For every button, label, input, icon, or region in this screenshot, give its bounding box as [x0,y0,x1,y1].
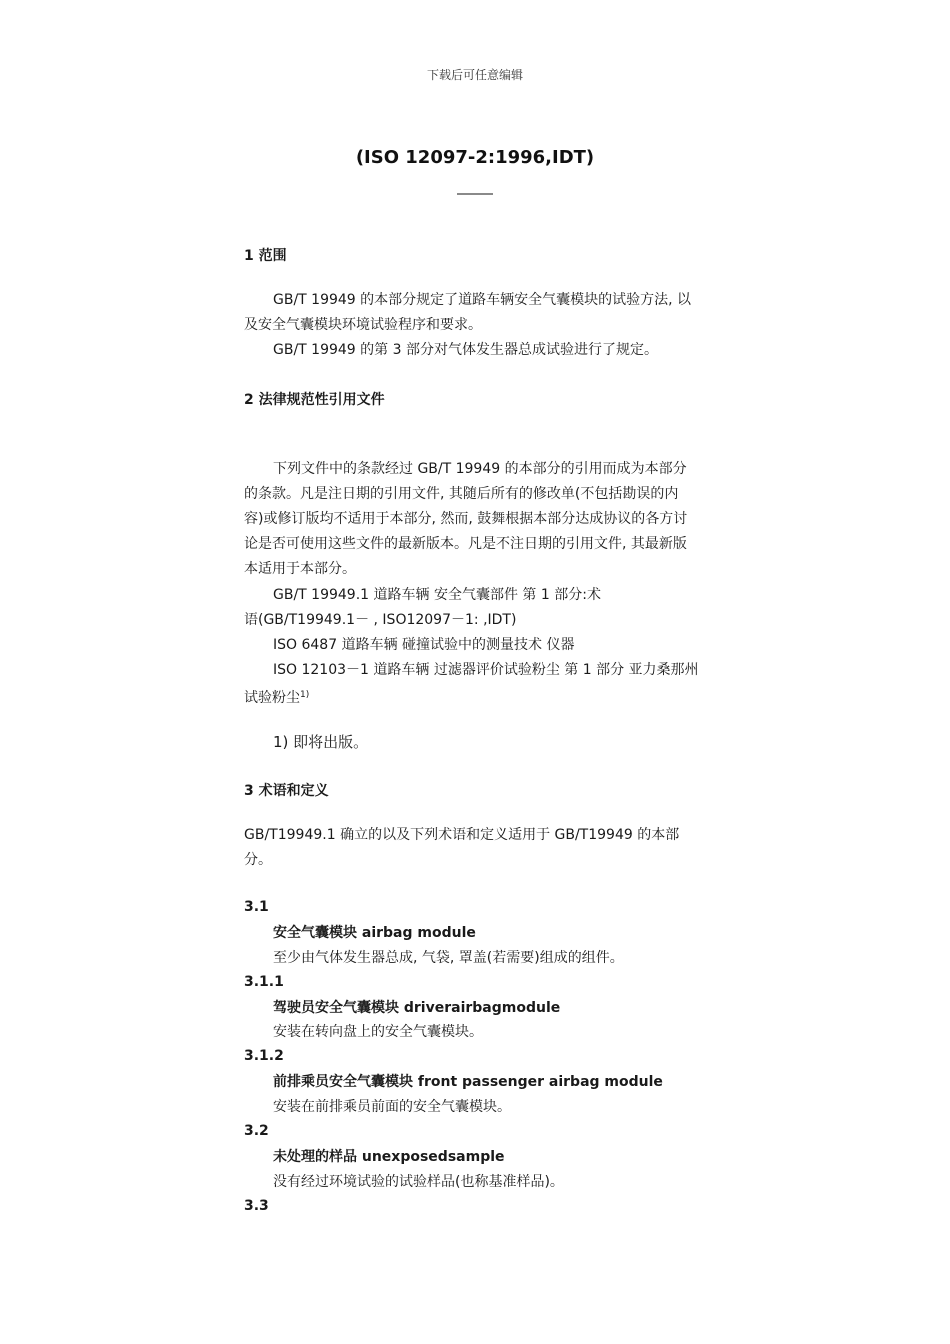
term-name: 前排乘员安全气囊模块 front passenger airbag module [273,1074,663,1090]
term-definition: 没有经过环境试验的试验样品(也称基准样品)。 [273,1174,564,1190]
section-1-para-1-line-1: GB/T 19949 的本部分规定了道路车辆安全气囊模块的试验方法, 以 [273,292,692,308]
section-3-intro-line-2: 分。 [244,852,272,868]
section-2-para-line: 论是否可使用这些文件的最新版本。凡是不注日期的引用文件, 其最新版 [244,536,687,552]
reference-1-line-1: GB/T 19949.1 道路车辆 安全气囊部件 第 1 部分:术 [273,587,601,603]
reference-3-line-1: ISO 12103－1 道路车辆 过滤器评价试验粉尘 第 1 部分 亚力桑那州 [273,662,699,678]
title-divider [457,193,493,195]
term-definition: 至少由气体发生器总成, 气袋, 罩盖(若需要)组成的组件。 [273,950,624,966]
section-2-para-line: 的条款。凡是注日期的引用文件, 其随后所有的修改单(不包括勘误的内 [244,486,679,502]
section-1-para-2: GB/T 19949 的第 3 部分对气体发生器总成试验进行了规定。 [273,342,658,358]
reference-1-line-2: 语(GB/T19949.1－ , ISO12097－1: ,IDT) [244,612,517,628]
term-number: 3.3 [244,1198,269,1214]
section-1-heading: 1 范围 [244,248,287,264]
section-2-para-line: 下列文件中的条款经过 GB/T 19949 的本部分的引用而成为本部分 [273,461,687,477]
document-title: (ISO 12097-2:1996,IDT) [355,147,595,168]
reference-3-line-2 [244,683,309,711]
reference-2: ISO 6487 道路车辆 碰撞试验中的测量技术 仪器 [273,637,575,653]
term-number: 3.2 [244,1123,269,1139]
section-3-intro-line-1: GB/T19949.1 确立的以及下列术语和定义适用于 GB/T19949 的本部 [244,827,680,843]
term-name: 驾驶员安全气囊模块 driverairbagmodule [273,1000,561,1016]
term-definition: 安装在前排乘员前面的安全气囊模块。 [273,1099,511,1115]
term-number: 3.1.2 [244,1048,284,1064]
term-name: 未处理的样品 unexposedsample [273,1149,505,1165]
section-2-para-line: 容)或修订版均不适用于本部分, 然而, 鼓舞根据本部分达成协议的各方讨 [244,511,688,527]
header-note: 下载后可任意编辑 [426,68,523,82]
section-2-para-line: 本适用于本部分。 [244,561,356,577]
reference-3-text: 试验粉尘 [244,690,300,706]
footnote: 1) 即将出版。 [273,733,369,751]
term-definition: 安装在转向盘上的安全气囊模块。 [273,1024,483,1040]
footnote-marker: 1) [300,690,310,700]
term-name: 安全气囊模块 airbag module [273,925,476,941]
section-1-para-1-line-2: 及安全气囊模块环境试验程序和要求。 [244,317,482,333]
section-3-heading: 3 术语和定义 [244,783,329,799]
section-2-heading: 2 法律规范性引用文件 [244,392,385,408]
term-number: 3.1.1 [244,974,284,990]
term-number: 3.1 [244,899,269,915]
